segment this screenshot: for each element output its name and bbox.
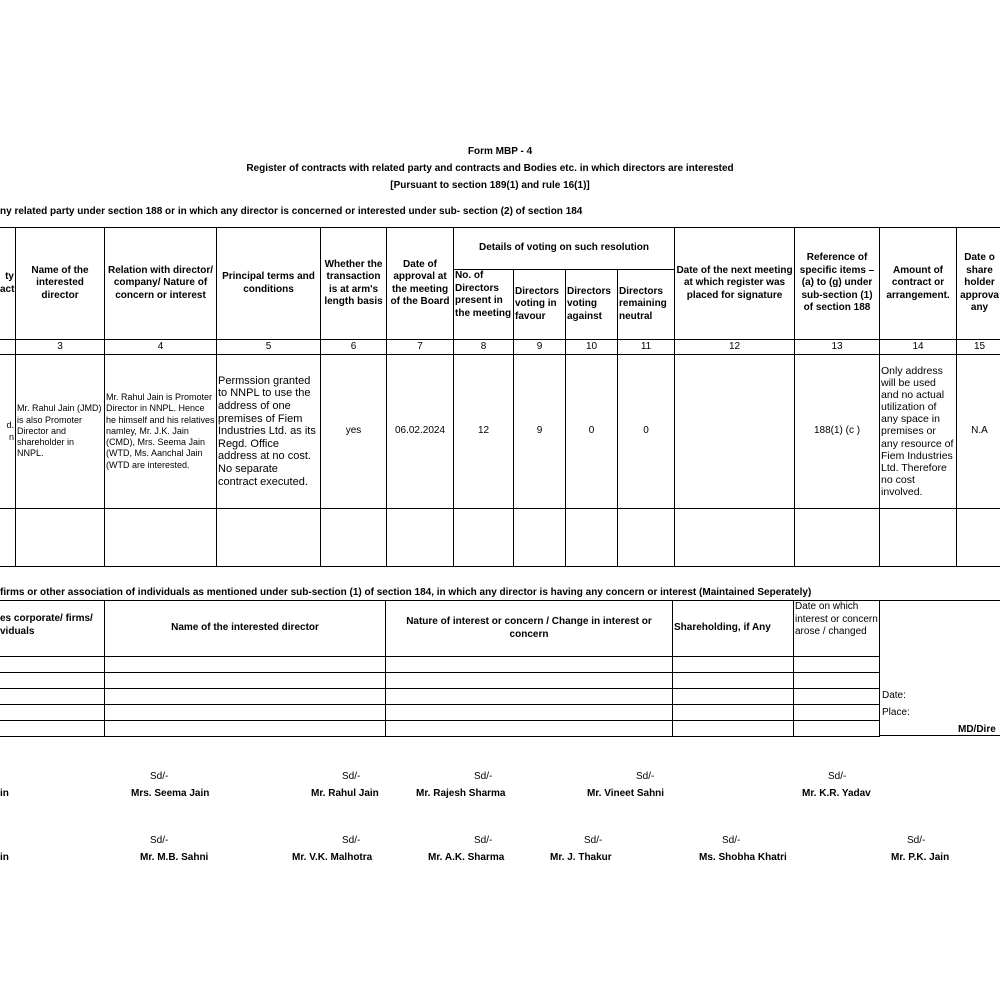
col-number: 9 — [514, 340, 566, 355]
signatory-name: Mrs. Seema Jain — [131, 788, 210, 799]
empty-cell — [386, 689, 673, 705]
col-number: 12 — [675, 340, 795, 355]
signatory-name: Mr. Vineet Sahni — [587, 788, 665, 799]
col-head-2: ty act — [0, 228, 16, 340]
sd-mark: Sd/- — [828, 771, 847, 782]
pursuant-note: [Pursuant to section 189(1) and rule 16(1)] — [390, 180, 590, 191]
empty-cell — [217, 509, 321, 567]
sd-mark: Sd/- — [636, 771, 655, 782]
empty-cell — [16, 509, 105, 567]
sd-mark: Sd/- — [907, 835, 926, 846]
col-number: 8 — [454, 340, 514, 355]
empty-cell — [794, 673, 880, 689]
signatory-name: Mr. V.K. Malhotra — [292, 852, 373, 863]
sd-mark: Sd/- — [722, 835, 741, 846]
col-head-shareholder-approval: Date o share holder approva any — [957, 228, 1000, 340]
empty-cell — [675, 509, 795, 567]
empty-cell — [105, 689, 386, 705]
col-head-neutral: Directors remaining neutral — [618, 270, 675, 340]
cell-directors-present: 12 — [454, 355, 514, 509]
cell-principal-terms: Permssion granted to NNPL to use the address of one premises of Fiem Industries Ltd. as its Regd. Office address at no cost. No separate contract executed. — [217, 355, 321, 509]
empty-cell — [794, 705, 880, 721]
empty-cell — [387, 509, 454, 567]
empty-cell — [105, 657, 386, 673]
col-number: 10 — [566, 340, 618, 355]
signatory-name: Mr. K.R. Yadav — [802, 788, 871, 799]
empty-cell — [673, 689, 794, 705]
col-number: 6 — [321, 340, 387, 355]
cell-reference-items: 188(1) (c ) — [795, 355, 880, 509]
empty-cell — [794, 657, 880, 673]
sd-mark: Sd/- — [584, 835, 603, 846]
col-number: 15 — [957, 340, 1000, 355]
col-head-nature-of-interest: Nature of interest or concern / Change in interest or concern — [386, 601, 673, 657]
related-party-table — [0, 227, 1000, 567]
col-number: 4 — [105, 340, 217, 355]
sd-mark: Sd/- — [150, 835, 169, 846]
empty-cell — [105, 721, 386, 737]
empty-cell — [673, 721, 794, 737]
col-head-interested-director: Name of the interested director — [16, 228, 105, 340]
col-number: 13 — [795, 340, 880, 355]
signatory-name: Mr. P.K. Jain — [891, 852, 950, 863]
empty-cell — [0, 705, 105, 721]
col-number: 11 — [618, 340, 675, 355]
cell-amount: Only address will be used and no actual utilization of any space in premises or any resource of Fiem Industries Ltd. Therefore no cost involved. — [880, 355, 957, 509]
cell-arms-length: yes — [321, 355, 387, 509]
empty-cell — [0, 673, 105, 689]
form-title: Form MBP - 4 — [467, 146, 533, 157]
cell-voting-against: 0 — [566, 355, 618, 509]
signatory-name: Mr. Rajesh Sharma — [416, 788, 506, 799]
cell-truncated: d. n — [0, 355, 16, 509]
col-head-interested-director-b: Name of the interested director — [105, 601, 386, 657]
col-number: 14 — [880, 340, 957, 355]
signatory-name: Mr. A.K. Sharma — [428, 852, 505, 863]
empty-cell — [321, 509, 387, 567]
empty-cell — [514, 509, 566, 567]
cell-relation: Mr. Rahul Jain is Promoter Director in NNPL. Hence he himself and his relatives namley, Mr. J.K. Jain (CMD), Mrs. Seema Jain (WTD, Ms. Aanchal Jain (WTD are interested. — [105, 355, 217, 509]
sd-mark: Sd/- — [342, 835, 361, 846]
empty-cell — [386, 705, 673, 721]
empty-cell — [386, 673, 673, 689]
empty-cell — [386, 657, 673, 673]
interest-table — [0, 600, 880, 737]
empty-cell — [566, 509, 618, 567]
cell-next-meeting — [675, 355, 795, 509]
col-head-approval-date: Date of approval at the meeting of the Board — [387, 228, 454, 340]
col-head-principal-terms: Principal terms and conditions — [217, 228, 321, 340]
empty-cell — [673, 657, 794, 673]
cell-shareholder-approval: N.A — [957, 355, 1000, 509]
empty-cell — [957, 509, 1000, 567]
cell-neutral: 0 — [618, 355, 675, 509]
col-head-relation: Relation with director/ company/ Nature of concern or interest — [105, 228, 217, 340]
part-a-caption: ny related party under section 188 or in which any director is concerned or interested under sub- section (2) of section 184 — [0, 206, 583, 217]
sd-mark: Sd/- — [474, 771, 493, 782]
cell-voting-favour: 9 — [514, 355, 566, 509]
empty-cell — [673, 705, 794, 721]
empty-cell — [673, 673, 794, 689]
col-head-arms-length: Whether the transaction is at arm's length basis — [321, 228, 387, 340]
col-number-blank — [0, 340, 16, 355]
sd-mark: Sd/- — [474, 835, 493, 846]
empty-cell — [105, 673, 386, 689]
signatory-name: Ms. Shobha Khatri — [699, 852, 787, 863]
empty-cell — [795, 509, 880, 567]
md-director-label: MD/Dire — [958, 724, 996, 735]
col-head-voting-against: Directors voting against — [566, 270, 618, 340]
empty-cell — [105, 509, 217, 567]
signatory-name: in — [0, 852, 9, 863]
empty-cell — [880, 509, 957, 567]
col-head-directors-present: No. of Directors present in the meeting — [454, 270, 514, 340]
col-number: 5 — [217, 340, 321, 355]
col-head-date-interest: Date on which interest or concern arose / changed — [794, 601, 880, 657]
empty-cell — [105, 705, 386, 721]
empty-cell — [0, 509, 16, 567]
empty-cell — [0, 689, 105, 705]
col-number: 7 — [387, 340, 454, 355]
col-head-next-meeting: Date of the next meeting at which register was placed for signature — [675, 228, 795, 340]
empty-cell — [0, 657, 105, 673]
col-head-shareholding: Shareholding, if Any — [673, 601, 794, 657]
signatory-name: Mr. M.B. Sahni — [140, 852, 209, 863]
col-number: 3 — [16, 340, 105, 355]
signatory-name: in — [0, 788, 9, 799]
col-head-voting-favour: Directors voting in favour — [514, 270, 566, 340]
part-b-caption: firms or other association of individuals as mentioned under sub-section (1) of section 184, in which any director is having any concern or interest (Maintained Seperately) — [0, 587, 812, 598]
sd-mark: Sd/- — [342, 771, 361, 782]
place-label: Place: — [882, 707, 910, 718]
date-label: Date: — [882, 690, 906, 701]
cell-approval-date: 06.02.2024 — [387, 355, 454, 509]
signatory-name: Mr. Rahul Jain — [311, 788, 379, 799]
empty-cell — [386, 721, 673, 737]
col-head-voting-details: Details of voting on such resolution — [454, 228, 675, 270]
empty-cell — [454, 509, 514, 567]
register-title: Register of contracts with related party and contracts and Bodies etc. in which directors are interested — [246, 163, 734, 174]
sd-mark: Sd/- — [150, 771, 169, 782]
empty-cell — [794, 689, 880, 705]
col-head-amount: Amount of contract or arrangement. — [880, 228, 957, 340]
signatory-name: Mr. J. Thakur — [550, 852, 612, 863]
cell-interested-director: Mr. Rahul Jain (JMD) is also Promoter Director and shareholder in NNPL. — [16, 355, 105, 509]
empty-cell — [794, 721, 880, 737]
empty-cell — [0, 721, 105, 737]
empty-cell — [618, 509, 675, 567]
col-head-reference-items: Reference of specific items – (a) to (g) under sub-section (1) of section 188 — [795, 228, 880, 340]
col-head-bodies-corporate: es corporate/ firms/ viduals — [0, 601, 105, 657]
